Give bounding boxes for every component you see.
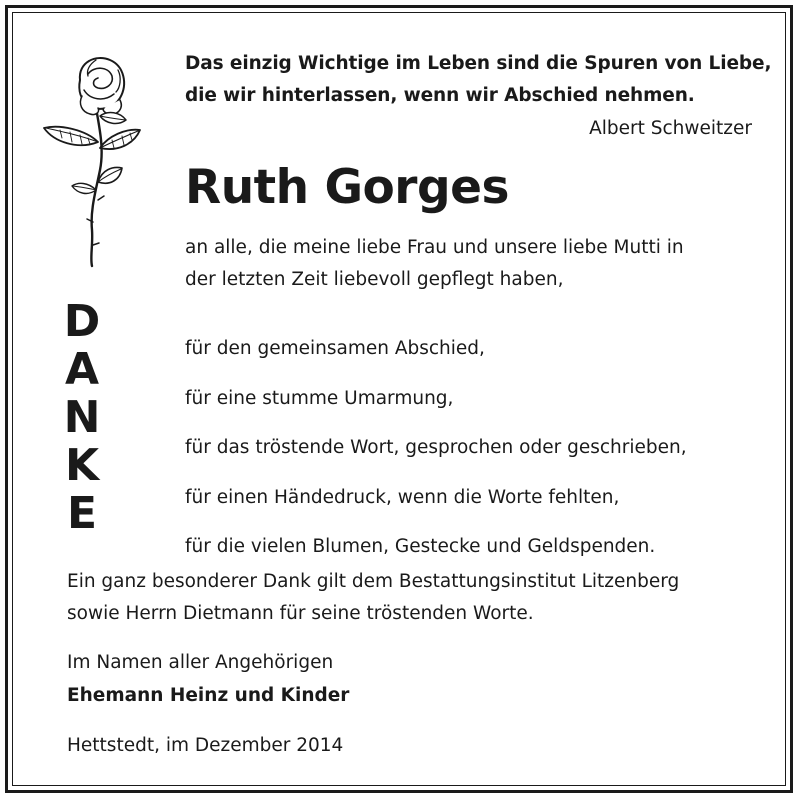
intro-line: der letzten Zeit liebevoll gepflegt haben, (185, 269, 564, 290)
thanks-item: für die vielen Blumen, Gestecke und Geldspenden. (185, 536, 656, 557)
thanks-item: für einen Händedruck, wenn die Worte fehlten, (185, 486, 620, 508)
intro-text (185, 232, 684, 296)
thanks-letter: A (64, 344, 100, 395)
special-thanks-line: Ein ganz besonderer Dank gilt dem Bestattungsinstitut Litzenberg (67, 571, 680, 592)
intro-line: an alle, die meine liebe Frau und unsere liebe Mutti in (185, 237, 684, 258)
thanks-letter: N (63, 392, 101, 443)
deceased-name: Ruth Gorges (185, 160, 509, 215)
thanks-letter: D (63, 296, 101, 347)
vertical-thanks-word (62, 298, 102, 538)
thanks-letter: K (64, 440, 100, 491)
rose-icon (38, 50, 142, 270)
quote (185, 48, 772, 112)
place-date: Hettstedt, im Dezember 2014 (67, 735, 344, 756)
thanks-item: für den gemeinsamen Abschied, (185, 338, 485, 359)
thanks-list (185, 324, 687, 572)
quote-author: Albert Schweitzer (589, 118, 752, 139)
special-thanks (67, 566, 679, 630)
thanks-item: für das tröstende Wort, gesprochen oder geschrieben, (185, 437, 687, 458)
on-behalf-text: Im Namen aller Angehörigen (67, 652, 334, 673)
signatories: Ehemann Heinz und Kinder (67, 685, 350, 706)
thanks-item: für eine stumme Umarmung, (185, 387, 454, 409)
special-thanks-line: sowie Herrn Dietmann für seine tröstenden Worte. (67, 603, 534, 624)
closing (67, 646, 349, 712)
quote-line: die wir hinterlassen, wenn wir Abschied nehmen. (185, 85, 695, 106)
quote-line: Das einzig Wichtige im Leben sind die Spuren von Liebe, (185, 53, 772, 74)
thanks-letter: E (66, 488, 98, 539)
